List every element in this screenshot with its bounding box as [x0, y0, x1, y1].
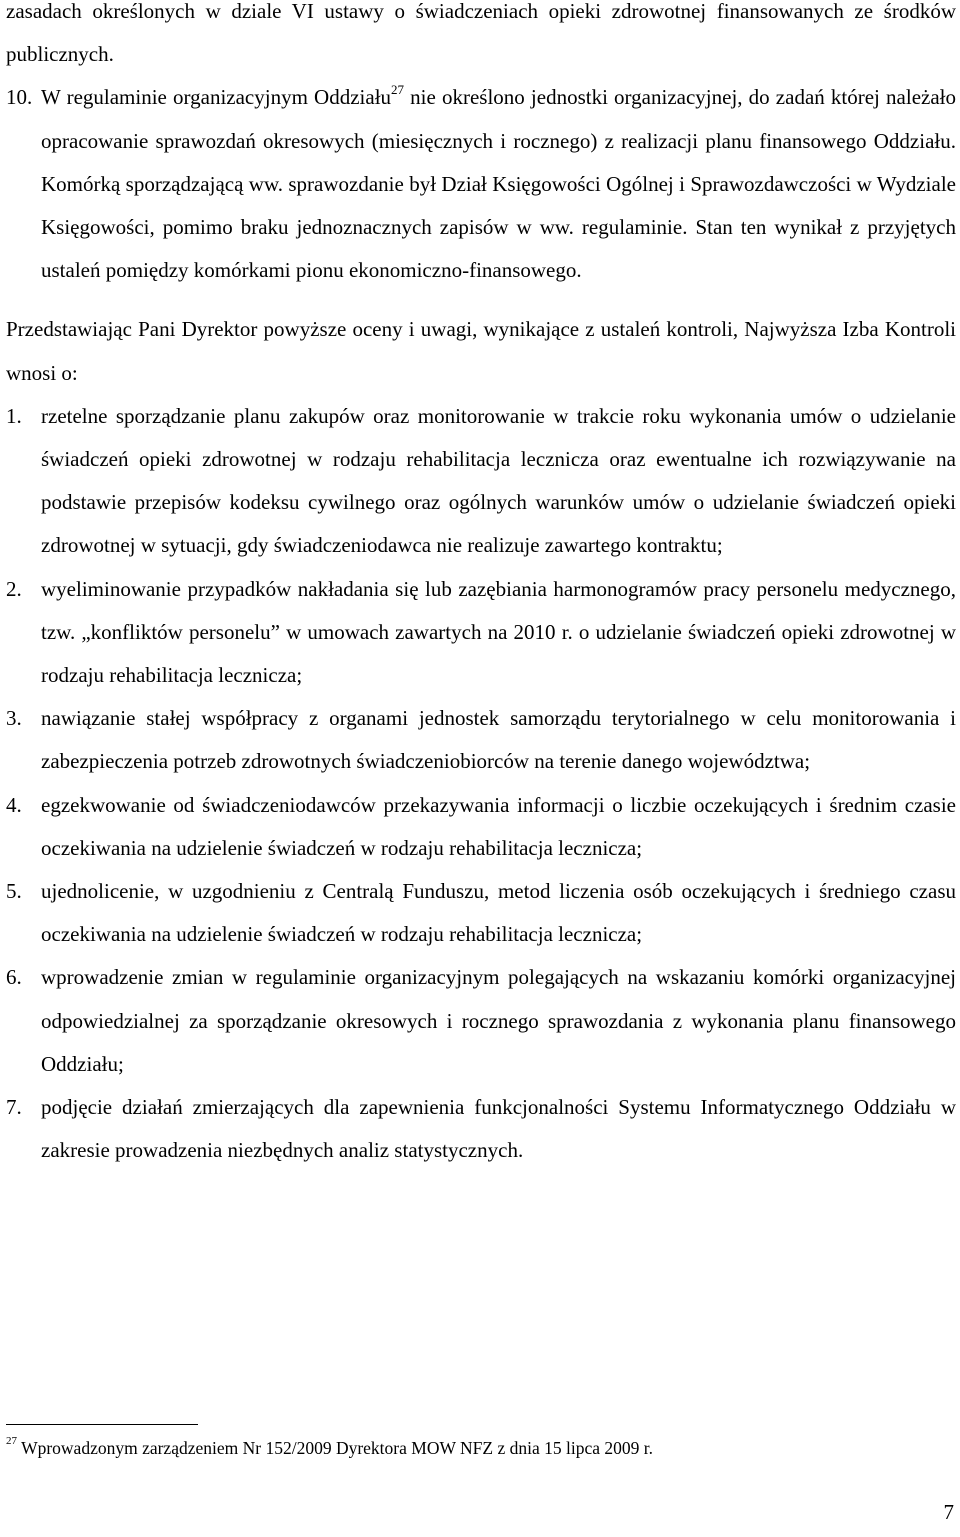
- document-page: [6, 0, 956, 1172]
- request-number: 3.: [6, 706, 22, 731]
- requests-intro: Przedstawiając Pani Dyrektor powyższe oceny i uwagi, wynikające z ustaleń kontroli, Najwyższa Izba Kontroli wnosi o:: [6, 317, 956, 385]
- request-item: [6, 870, 956, 956]
- requests-list: [6, 395, 956, 1173]
- request-text: ujednolicenie, w uzgodnieniu z Centralą Funduszu, metod liczenia osób oczekujących i średniego czasu oczekiwania na udzielenie świadczeń w rodzaju rehabilitacja lecznicza;: [41, 879, 956, 947]
- request-number: 6.: [6, 965, 22, 990]
- request-item: [6, 568, 956, 698]
- request-text: podjęcie działań zmierzających dla zapewnienia funkcjonalności Systemu Informatycznego Oddziału w zakresie prowadzenia niezbędnych analiz statystycznych.: [41, 1095, 956, 1163]
- request-number: 2.: [6, 576, 22, 601]
- paragraph-continuation: zasadach określonych w dziale VI ustawy o świadczeniach opieki zdrowotnej finansowanych ze środków publicznych.: [6, 0, 956, 67]
- request-text: wprowadzenie zmian w regulaminie organizacyjnym polegających na wskazaniu komórki organizacyjnej odpowiedzialnej za sporządzanie okresowych i rocznego sprawozdania z wykonania planu finansowego Oddziału;: [41, 965, 956, 1076]
- request-number: 5.: [6, 879, 22, 904]
- footnote-reference[interactable]: 27: [391, 82, 405, 98]
- request-text: egzekwowanie od świadczeniodawców przekazywania informacji o liczbie oczekujących i średnim czasie oczekiwania na udzielenie świadczeń w rodzaju rehabilitacja lecznicza;: [41, 792, 956, 860]
- footnote: [6, 1436, 946, 1460]
- request-item: [6, 697, 956, 783]
- request-item: [6, 395, 956, 568]
- request-text: nawiązanie stałej współpracy z organami jednostek samorządu terytorialnego w celu monitorowania i zabezpieczenia potrzeb zdrowotnych świadczeniobiorców na terenie danego województwa;: [41, 706, 956, 774]
- request-number: 4.: [6, 792, 22, 817]
- request-item: [6, 956, 956, 1086]
- request-text: rzetelne sporządzanie planu zakupów oraz monitorowanie w trakcie roku wykonania umów o udzielanie świadczeń opieki zdrowotnej w rodzaju rehabilitacja lecznicza oraz ewentualne ich rozwiązywanie na podstawie przepisów kodeksu cywilnego oraz ogólnych warunków umów o udzielanie świadczeń opieki zdrowotnej w sytuacji, gdy świadczeniodawca nie realizuje zawartego kontraktu;: [41, 403, 956, 558]
- request-number: 7.: [6, 1095, 22, 1120]
- item-10-text: [41, 76, 956, 292]
- request-number: 1.: [6, 403, 22, 428]
- request-item: [6, 1086, 956, 1172]
- footnote-number: 27: [6, 1435, 17, 1448]
- footnote-divider: [6, 1424, 198, 1425]
- footnote-text: Wprowadzonym zarządzeniem Nr 152/2009 Dyrektora MOW NFZ z dnia 15 lipca 2009 r.: [21, 1438, 653, 1458]
- request-item: [6, 784, 956, 870]
- item-10-text-rest: nie określono jednostki organizacyjnej, do zadań której należało opracowanie sprawozdań okresowych (miesięcznych i rocznego) z realizacji planu finansowego Oddziału. Komórką sporządzającą ww. sprawozdanie był Dział Księgowości Ogólnej i Sprawozdawczości w Wydziale Księgowości, pomimo braku jednoznacznych zapisów w ww. regulaminie. Stan ten wynikał z przyjętych ustaleń pomiędzy komórkami pionu ekonomiczno-finansowego.: [41, 85, 956, 283]
- item-10-text-start: W regulaminie organizacyjnym Oddziału: [41, 85, 392, 110]
- item-10: [6, 76, 956, 292]
- item-10-number: 10.: [6, 85, 33, 110]
- page-number: 7: [943, 1500, 954, 1524]
- request-text: wyeliminowanie przypadków nakładania się lub zazębiania harmonogramów pracy personelu medycznego, tzw. „konfliktów personelu” w umowach zawartych na 2010 r. o udzielanie świadczeń opieki zdrowotnej w rodzaju rehabilitacja lecznicza;: [41, 576, 956, 688]
